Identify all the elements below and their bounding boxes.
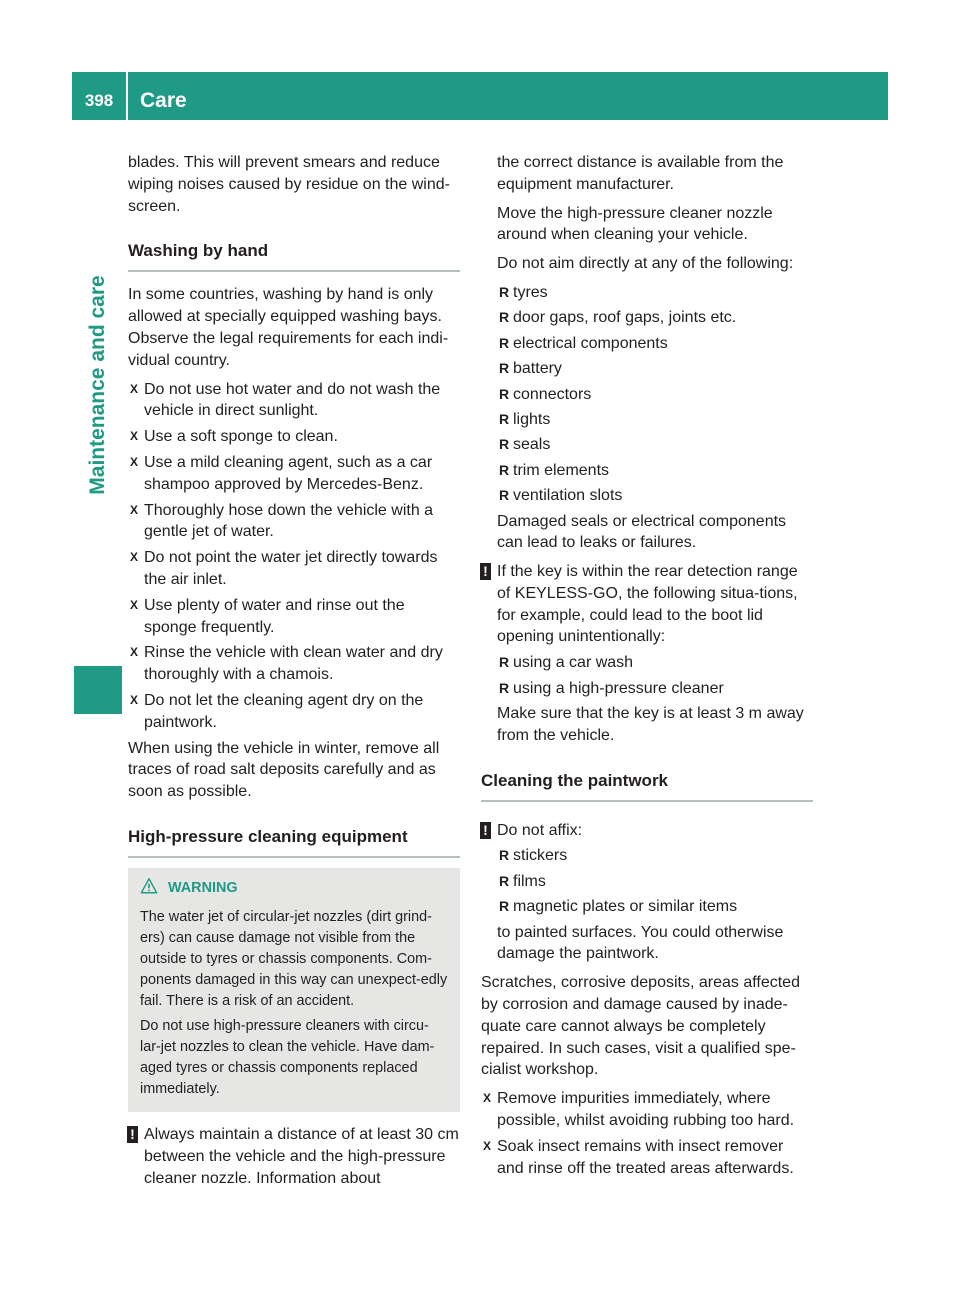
list-item-text: lights <box>513 410 551 428</box>
intro-paragraph: blades. This will prevent smears and reduce wiping noises caused by residue on the wind-screen. <box>128 154 450 215</box>
warning-triangle-icon <box>140 877 158 895</box>
exclamation-icon: ! <box>480 822 491 839</box>
note-text: Always maintain a distance of at least 30 cm between the vehicle and the high-pressure cleaner nozzle. Information about <box>144 1125 459 1187</box>
side-color-block <box>74 666 122 714</box>
list-item-text: stickers <box>513 847 568 865</box>
list-item-text: films <box>513 872 546 890</box>
action-step-text: Do not point the water jet directly towards the air inlet. <box>144 549 438 588</box>
action-step-text: Remove impurities immediately, where possible, whilst avoiding rubbing too hard. <box>497 1090 795 1129</box>
note-body <box>481 845 813 965</box>
bullet-icon: R <box>499 898 510 915</box>
list-item-text: using a high-pressure cleaner <box>513 679 724 697</box>
list-item <box>497 460 813 482</box>
action-step <box>128 690 460 734</box>
warning-title-text: WARNING <box>168 879 238 896</box>
washing-paragraph: In some countries, washing by hand is only allowed at specially equipped washing bays. Observe the legal requirements for each indi-vidual country. <box>128 286 449 369</box>
action-arrow-icon: X <box>130 692 139 707</box>
list-item-text: door gaps, roof gaps, joints etc. <box>513 309 737 327</box>
list-item <box>497 678 813 700</box>
action-step <box>481 1136 813 1180</box>
side-chapter-tab <box>76 125 120 645</box>
bullet-icon: R <box>499 461 510 478</box>
list-item <box>497 409 813 431</box>
list-item-text: magnetic plates or similar items <box>513 898 738 916</box>
list-item-text: seals <box>513 436 551 454</box>
list-item <box>497 333 813 355</box>
note-continuation: the correct distance is available from the equipment manufacturer. <box>497 154 784 193</box>
action-step <box>128 426 460 448</box>
list-item-text: connectors <box>513 385 592 403</box>
action-step <box>128 452 460 496</box>
warning-box <box>128 868 460 1112</box>
action-step <box>128 379 460 423</box>
list-item <box>497 871 813 893</box>
action-step-text: Use plenty of water and rinse out the sponge frequently. <box>144 596 405 636</box>
note-block <box>481 820 813 842</box>
list-item <box>497 485 813 507</box>
list-item-text: battery <box>513 360 562 378</box>
move-nozzle-text: Move the high-pressure cleaner nozzle around when cleaning your vehicle. <box>497 204 773 244</box>
list-item <box>497 845 813 867</box>
warning-title <box>140 878 448 899</box>
aim-text: Do not aim directly at any of the following: <box>497 255 794 273</box>
bullet-icon: R <box>499 872 510 889</box>
action-arrow-icon: X <box>130 597 139 612</box>
exclamation-icon: ! <box>127 1126 138 1143</box>
action-step <box>128 642 460 686</box>
action-arrow-icon: X <box>130 454 139 469</box>
bullet-icon: R <box>499 360 510 377</box>
list-item <box>497 282 813 304</box>
note-end-text: to painted surfaces. You could otherwise damage the paintwork. <box>497 923 784 963</box>
action-arrow-icon: X <box>130 645 139 660</box>
bullet-icon: R <box>499 385 510 402</box>
list-item <box>497 358 813 380</box>
action-step <box>128 595 460 639</box>
note-body <box>481 652 813 746</box>
scratches-paragraph: Scratches, corrosive deposits, areas affected by corrosion and damage caused by inade-quate care cannot always be completely repaired. In such cases, visit a qualified spe-cialist workshop. <box>481 974 800 1079</box>
action-step <box>128 500 460 544</box>
bullet-icon: R <box>499 283 510 300</box>
list-item <box>497 384 813 406</box>
list-item-text: using a car wash <box>513 654 634 672</box>
note-text: Do not affix: <box>497 821 583 839</box>
action-arrow-icon: X <box>130 381 139 396</box>
bullet-icon: R <box>499 334 510 351</box>
action-step <box>128 547 460 591</box>
action-step-text: Soak insect remains with insect remover and rinse off the treated areas afterwards. <box>497 1137 794 1177</box>
list-item <box>497 896 813 918</box>
list-item <box>497 434 813 456</box>
action-step-text: Use a soft sponge to clean. <box>144 428 338 446</box>
heading-washing-by-hand: Washing by hand <box>128 236 460 272</box>
right-column <box>481 152 813 1183</box>
action-step-text: Use a mild cleaning agent, such as a car shampoo approved by Mercedes-Benz. <box>144 453 433 493</box>
damaged-seals-text: Damaged seals or electrical components can lead to leaks or failures. <box>497 512 787 552</box>
side-chapter-label: Maintenance and care <box>86 275 109 495</box>
bullet-icon: R <box>499 410 510 427</box>
list-item-text: ventilation slots <box>513 487 623 505</box>
left-column <box>128 152 460 1193</box>
action-step-text: Thoroughly hose down the vehicle with a gentle jet of water. <box>144 501 434 541</box>
bullet-icon: R <box>499 436 510 453</box>
bullet-icon: R <box>499 487 510 504</box>
action-step <box>481 1088 813 1132</box>
header-divider <box>126 72 128 120</box>
action-step-text: Do not let the cleaning agent dry on the paintwork. <box>144 691 424 731</box>
bullet-icon: R <box>499 847 510 864</box>
list-item-text: tyres <box>513 283 548 301</box>
note-block <box>128 1124 460 1189</box>
page-header <box>72 72 888 120</box>
list-item <box>497 307 813 329</box>
action-arrow-icon: X <box>483 1091 492 1106</box>
action-step-text: Rinse the vehicle with clean water and dry thoroughly with a chamois. <box>144 644 443 684</box>
page-number: 398 <box>84 91 114 110</box>
note-end-text: Make sure that the key is at least 3 m away from the vehicle. <box>497 705 804 744</box>
warning-paragraph: The water jet of circular-jet nozzles (dirt grind-ers) can cause damage not visible from the outside to tyres or chassis components. Com-ponents damaged in this way can unexpect-edly fail. There is a risk of an accident. <box>140 908 448 1009</box>
action-arrow-icon: X <box>130 429 139 444</box>
action-step-text: Do not use hot water and do not wash the vehicle in direct sunlight. <box>144 380 441 420</box>
action-arrow-icon: X <box>130 550 139 565</box>
warning-paragraph: Do not use high-pressure cleaners with circu-lar-jet nozzles to clean the vehicle. Have dam-aged tyres or chassis components replaced immediately. <box>140 1017 435 1097</box>
exclamation-icon: ! <box>480 563 491 580</box>
bullet-icon: R <box>499 309 510 326</box>
continued-note-text <box>481 152 813 554</box>
bullet-icon: R <box>499 654 510 671</box>
action-arrow-icon: X <box>483 1138 492 1153</box>
note-text: If the key is within the rear detection range of KEYLESS-GO, the following situa-tions, for example, could lead to the boot lid opening unintentionally: <box>497 563 798 646</box>
list-item-text: electrical components <box>513 334 668 352</box>
action-arrow-icon: X <box>130 502 139 517</box>
heading-cleaning-paintwork: Cleaning the paintwork <box>481 766 813 802</box>
list-item-text: trim elements <box>513 461 610 479</box>
list-item <box>497 652 813 674</box>
heading-high-pressure: High-pressure cleaning equipment <box>128 822 460 858</box>
winter-paragraph: When using the vehicle in winter, remove all traces of road salt deposits carefully and as soon as possible. <box>128 739 440 801</box>
note-block <box>481 561 813 648</box>
bullet-icon: R <box>499 679 510 696</box>
section-title: Care <box>140 89 187 112</box>
